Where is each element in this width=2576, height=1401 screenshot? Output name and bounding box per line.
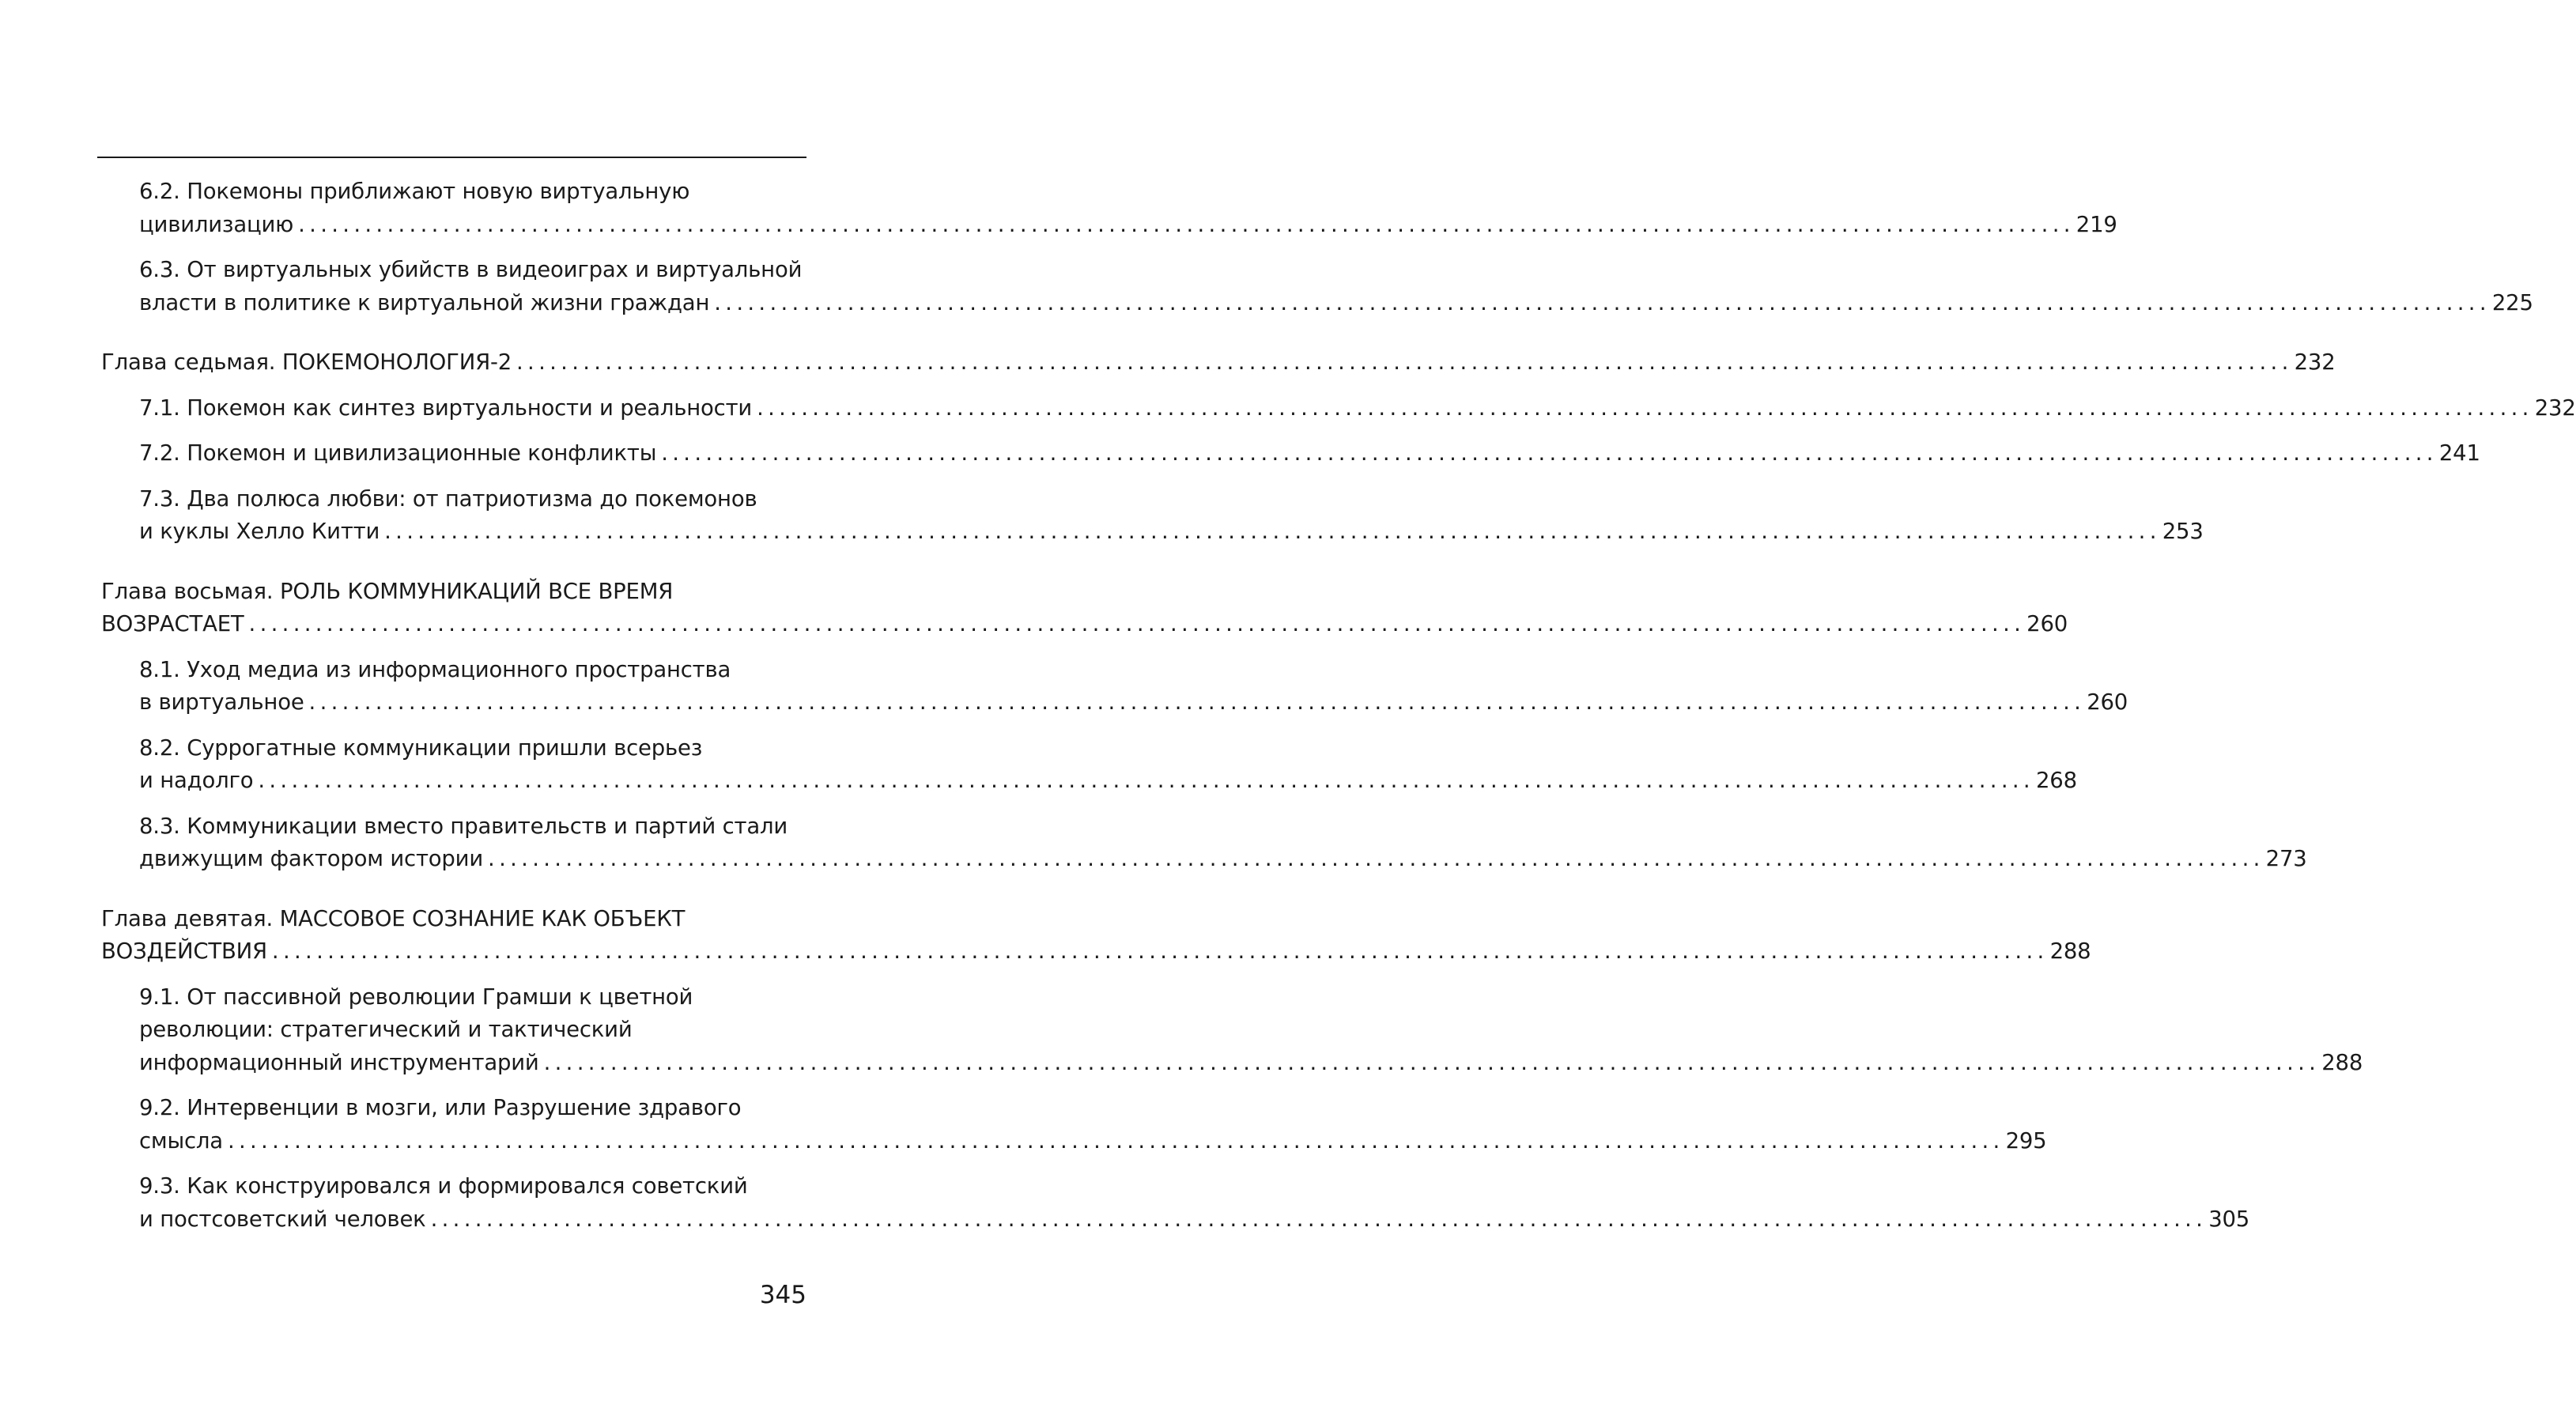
toc-entry-title-line: и надолго <box>139 768 254 793</box>
toc-entry-title-line: 7.2. Покемон и цивилизационные конфликты <box>139 440 657 466</box>
toc-entry-leader-line <box>101 935 2091 969</box>
dot-leader: ................................................................................................................................................................ <box>308 689 2086 715</box>
toc-entry-title-line: 8.3. Коммуникации вместо правительств и партий стали <box>139 813 788 839</box>
toc-section-entry <box>101 254 2533 319</box>
toc-entry-page-number: 232 <box>2534 395 2576 421</box>
toc-entry-title-line: 7.3. Два полюса любви: от патриотизма до покемонов <box>139 485 757 512</box>
toc-entry-title-line: 8.2. Суррогатные коммуникации пришли всерьез <box>139 734 703 761</box>
dot-leader: ................................................................................................................................................................ <box>661 440 2438 466</box>
toc-section-entry <box>101 1170 2250 1236</box>
toc-section-entry <box>101 810 2307 876</box>
page-number: 345 <box>759 1281 806 1309</box>
toc-entry-title-line: ВОЗРАСТАЕТ <box>101 611 244 636</box>
toc-entry-title-line: ВОЗДЕЙСТВИЯ <box>101 938 267 964</box>
toc-entry-title-line: 8.1. Уход медиа из информационного пространства <box>139 656 731 682</box>
toc-entry-title-line: смысла <box>139 1127 223 1154</box>
toc-entry-title-line: и куклы Хелло Китти <box>139 519 380 544</box>
toc-entry-title-line: 9.3. Как конструировался и формировался советский <box>139 1173 748 1199</box>
toc-entry-title-line: 6.3. От виртуальных убийств в видеоиграх и виртуальной <box>139 257 803 282</box>
dot-leader: ................................................................................................................................................................ <box>757 395 2533 421</box>
toc-section-entry <box>101 1092 2047 1157</box>
dot-leader: ................................................................................................................................................................ <box>714 289 2491 315</box>
toc-entry-leader-line <box>139 392 2576 425</box>
toc-entry-leader-line <box>139 287 2533 320</box>
toc-section-entry <box>101 437 2480 470</box>
dot-leader: ................................................................................................................................................................ <box>298 211 2075 237</box>
toc-entry-page-number: 288 <box>2049 938 2091 964</box>
toc-entry-leader-line <box>139 1125 2047 1158</box>
toc-entry-title-line: цивилизацию <box>139 211 294 237</box>
dot-leader: ................................................................................................................................................................ <box>488 846 2264 871</box>
toc-chapter-entry <box>101 346 2336 380</box>
toc-entry-page-number: 273 <box>2265 846 2307 871</box>
dot-leader: ................................................................................................................................................................ <box>258 768 2034 793</box>
toc-chapter-entry <box>101 576 2068 641</box>
toc-entry-title-line: 7.1. Покемон как синтез виртуальности и реальности <box>139 395 753 421</box>
toc-entry-leader-line <box>101 608 2068 641</box>
toc-entry-page-number: 241 <box>2438 440 2480 466</box>
toc-entry-title-line: Глава девятая. МАССОВОЕ СОЗНАНИЕ КАК ОБЪЕКТ <box>101 905 686 931</box>
toc-entry-leader-line <box>101 346 2336 380</box>
toc-entry-leader-line <box>139 1203 2250 1237</box>
toc-section-entry <box>101 654 2128 719</box>
dot-leader: ................................................................................................................................................................ <box>248 611 2026 636</box>
toc-section-entry <box>101 981 2363 1080</box>
toc-entry-title-line: Глава седьмая. ПОКЕМОНОЛОГИЯ-2 <box>101 349 512 375</box>
toc-entry-leader-line <box>139 843 2307 876</box>
toc-section-entry <box>101 483 2204 549</box>
toc-entry-title-line: в виртуальное <box>139 689 304 715</box>
dot-leader: ................................................................................................................................................................ <box>516 349 2293 375</box>
toc-entry-leader-line <box>139 686 2128 719</box>
toc-entry-title-line: и постсоветский человек <box>139 1206 426 1232</box>
toc-entry-leader-line <box>139 765 2077 798</box>
toc-entry-leader-line <box>139 209 2117 242</box>
toc-entry-title-line: власти в политике к виртуальной жизни граждан <box>139 289 710 315</box>
toc-entry-page-number: 305 <box>2208 1206 2250 1232</box>
toc-section-entry <box>101 732 2077 798</box>
toc-entry-title-line: информационный инструментарий <box>139 1049 539 1075</box>
toc-entry-page-number: 295 <box>2005 1127 2047 1154</box>
toc-entry-title-line: Глава восьмая. РОЛЬ КОММУНИКАЦИЙ ВСЕ ВРЕМЯ <box>101 578 674 604</box>
toc-entry-page-number: 219 <box>2076 211 2117 237</box>
toc-entry-title-line: 9.1. От пассивной революции Грамши к цветной <box>139 984 693 1010</box>
toc-entry-title-line: революции: стратегический и тактический <box>139 1017 633 1042</box>
toc-entry-page-number: 260 <box>2026 611 2068 636</box>
toc-chapter-entry <box>101 903 2091 969</box>
toc-entry-page-number: 268 <box>2035 768 2077 793</box>
toc-section-entry <box>101 392 2576 425</box>
toc-entry-page-number: 253 <box>2162 519 2204 544</box>
toc-entry-title-line: 9.2. Интервенции в мозги, или Разрушение здравого <box>139 1095 742 1120</box>
toc-entry-page-number: 260 <box>2087 689 2128 715</box>
toc-entry-page-number: 225 <box>2491 289 2533 315</box>
dot-leader: ................................................................................................................................................................ <box>430 1206 2208 1232</box>
toc-entry-page-number: 288 <box>2321 1049 2363 1075</box>
toc-entry-leader-line <box>139 1047 2363 1080</box>
toc-entry-leader-line <box>139 437 2480 470</box>
toc-entry-leader-line <box>139 515 2204 549</box>
toc-entry-title-line: движущим фактором истории <box>139 846 484 871</box>
toc-entry-page-number: 232 <box>2294 349 2336 375</box>
header-rule <box>97 157 806 158</box>
dot-leader: ................................................................................................................................................................ <box>384 519 2161 544</box>
toc-section-entry <box>101 176 2117 241</box>
toc-entry-title-line: 6.2. Покемоны приближают новую виртуальную <box>139 179 690 204</box>
dot-leader: ................................................................................................................................................................ <box>543 1049 2321 1075</box>
dot-leader: ................................................................................................................................................................ <box>271 938 2049 964</box>
table-of-contents <box>101 176 2576 1236</box>
dot-leader: ................................................................................................................................................................ <box>227 1127 2004 1154</box>
